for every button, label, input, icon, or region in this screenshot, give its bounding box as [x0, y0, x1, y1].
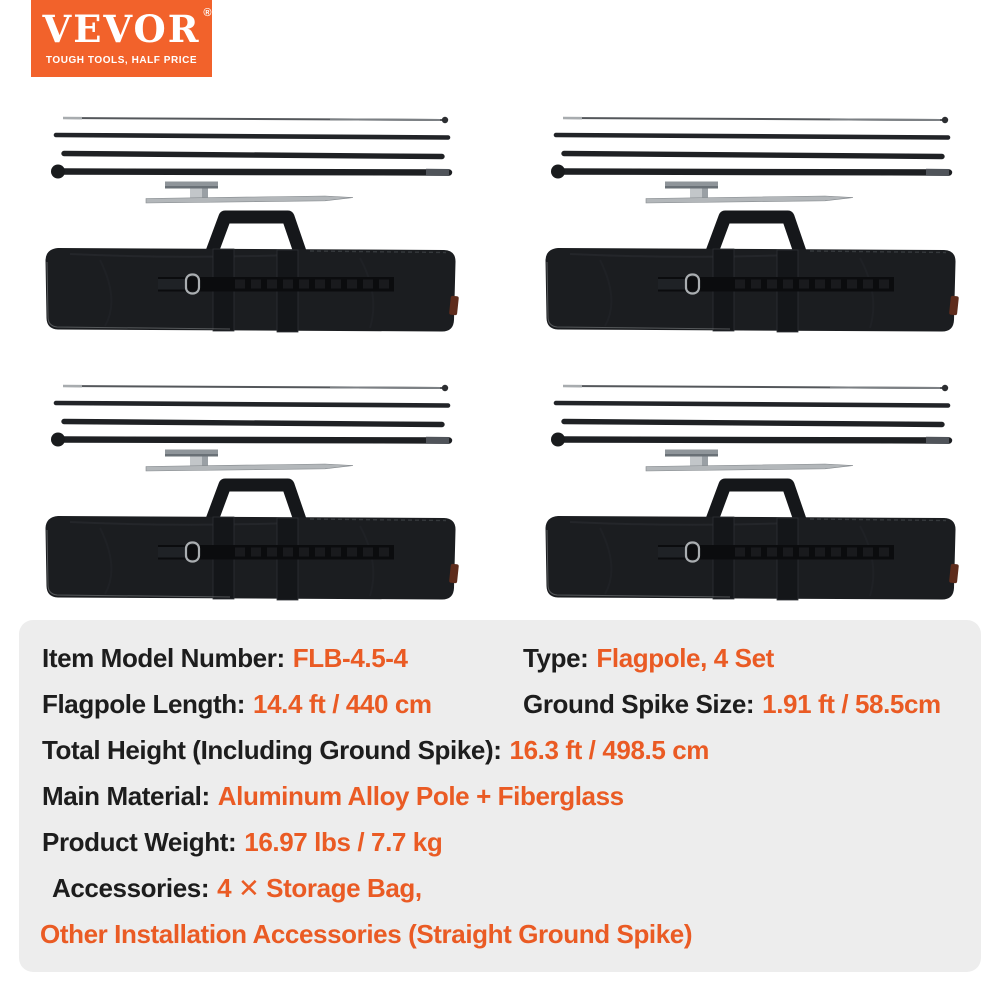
- spec-label: Flagpole Length:: [42, 688, 246, 719]
- spec-value: Other Installation Accessories (Straight Ground Spike): [40, 918, 693, 949]
- spec-row-main-material: [19, 773, 981, 819]
- spec-value: 16.97 lbs / 7.7 kg: [244, 826, 443, 857]
- brand-tagline: TOUGH TOOLS, HALF PRICE: [45, 55, 198, 66]
- flagpole-kit-photo-4: [530, 368, 1000, 628]
- specs-panel: [19, 620, 981, 972]
- spec-pair: [523, 681, 941, 727]
- spec-label: Item Model Number:: [42, 642, 285, 673]
- spec-pair: [40, 919, 692, 950]
- spec-label: Main Material:: [42, 780, 210, 811]
- spec-row-model-and-type: [19, 635, 981, 681]
- spec-row-total-height: [19, 727, 981, 773]
- spec-value: FLB-4.5-4: [292, 642, 408, 673]
- spec-row-product-weight: [19, 819, 981, 865]
- spec-label: Total Height (Including Ground Spike):: [42, 734, 502, 765]
- spec-row-accessories: [19, 865, 981, 911]
- spec-label: Accessories:: [52, 872, 210, 903]
- spec-pair: [42, 643, 408, 674]
- brand-name: [42, 7, 214, 51]
- spec-value: 1.91 ft / 58.5cm: [762, 688, 941, 719]
- spec-row-length-and-spike-size: [19, 681, 981, 727]
- flagpole-kit-photo-2: [530, 100, 1000, 360]
- spec-value: 16.3 ft / 498.5 cm: [509, 734, 709, 765]
- flagpole-kit-photo-1: [30, 100, 500, 360]
- spec-value: 14.4 ft / 440 cm: [253, 688, 432, 719]
- spec-value: Flagpole, 4 Set: [596, 642, 774, 673]
- flagpole-kit-photo-3: [30, 368, 500, 628]
- registered-trademark-icon: ®: [203, 7, 214, 19]
- spec-pair: [42, 781, 624, 812]
- brand-name-text: VEVOR: [42, 7, 201, 51]
- spec-pair: [42, 735, 709, 766]
- spec-label: Product Weight:: [42, 826, 237, 857]
- spec-pair: [42, 827, 442, 858]
- spec-label: Type:: [523, 642, 589, 673]
- spec-pair: [523, 635, 774, 681]
- spec-value: Aluminum Alloy Pole + Fiberglass: [217, 780, 624, 811]
- spec-value: 4 ✕ Storage Bag,: [217, 872, 422, 903]
- spec-label: Ground Spike Size:: [523, 688, 755, 719]
- spec-pair: [42, 689, 432, 720]
- spec-pair: [52, 873, 422, 904]
- spec-row-accessories-continued: [19, 911, 981, 957]
- vevor-logo: [31, 0, 212, 77]
